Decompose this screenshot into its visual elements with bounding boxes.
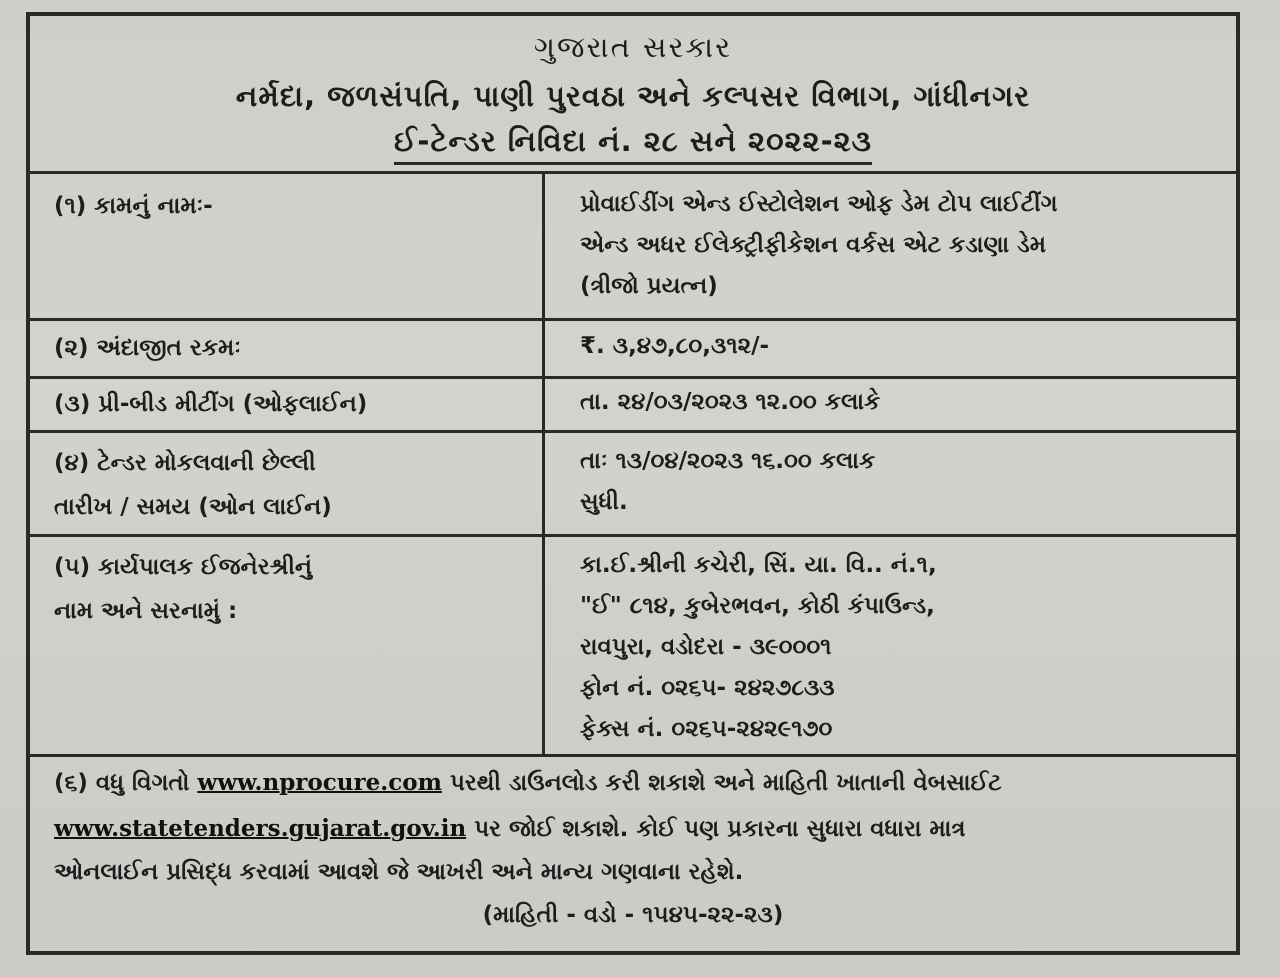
government-title: ગુજરાત સરકાર bbox=[533, 30, 733, 64]
row-value-line: "ઈ" ૮૧૪, કુબેરભવન, કોઠી કંપાઉન્ડ, bbox=[580, 593, 935, 619]
nprocure-link[interactable]: www.nprocure.com bbox=[197, 769, 442, 796]
notice-footer bbox=[30, 757, 1236, 955]
footer-line-2 bbox=[54, 815, 966, 842]
footer-line-1 bbox=[54, 769, 1002, 796]
tender-number-title bbox=[30, 124, 1236, 159]
row-value-line: એન્ડ અધર ઈલેક્ટ્રીફીકેશન વર્કસ એટ કડાણા ડેમ bbox=[580, 232, 1047, 258]
table-row-work-name bbox=[30, 174, 1236, 321]
row-value bbox=[580, 184, 1220, 307]
table-row-officer-address bbox=[30, 537, 1236, 757]
row-label-line: (૨) અંદાજીત રકમઃ bbox=[54, 335, 241, 361]
footer-text: પર જોઈ શકાશે. કોઈ પણ પ્રકારના સુધારા વધારા માત્ર bbox=[474, 816, 966, 842]
publication-reference: (માહિતી - વડો - ૧૫૪૫-૨૨-૨૩) bbox=[482, 902, 784, 928]
row-label bbox=[54, 184, 213, 228]
statetenders-link[interactable]: www.statetenders.gujarat.gov.in bbox=[54, 815, 467, 842]
notice-header bbox=[30, 16, 1236, 174]
row-value bbox=[580, 326, 1220, 367]
row-value-line: કા.ઈ.શ્રીની કચેરી, સિં. યા. વિ.. નં.૧, bbox=[580, 552, 937, 578]
row-value-line: ફેક્સ નં. ૦૨૬૫-૨૪૨૯૧૭૦ bbox=[580, 716, 833, 742]
row-label-line: (૪) ટેન્ડર મોકલવાની છેલ્લી bbox=[54, 450, 316, 476]
department-title: નર્મદા, જળસંપતિ, પાણી પુરવઠા અને કલ્પસર વિભાગ, ગાંધીનગર bbox=[235, 79, 1031, 113]
row-label-line: (૫) કાર્યપાલક ઈજનેરશ્રીનું bbox=[54, 554, 313, 580]
row-value-line: સુધી. bbox=[580, 489, 628, 515]
row-value-line: તાઃ ૧૩/૦૪/૨૦૨૩ ૧૬.૦૦ કલાક bbox=[580, 448, 876, 474]
row-label bbox=[54, 545, 312, 633]
row-value-line: (ત્રીજો પ્રયત્ન) bbox=[580, 273, 718, 299]
table-row-last-date bbox=[30, 433, 1236, 537]
row-label bbox=[54, 382, 367, 426]
tender-notice-box bbox=[26, 12, 1240, 955]
tender-number-text: ઈ-ટેન્ડર નિવિદા નં. ૨૮ સને ૨૦૨૨-૨૩ bbox=[394, 124, 872, 165]
row-label-line: (૧) કામનું નામઃ- bbox=[54, 193, 213, 219]
row-label-line: તારીખ / સમય (ઓન લાઈન) bbox=[54, 494, 332, 520]
footer-text: (૬) વધુ વિગતો bbox=[54, 770, 190, 796]
row-label bbox=[54, 326, 241, 370]
row-label-line: નામ અને સરનામું : bbox=[54, 598, 238, 624]
row-value-line: પ્રોવાઈડીંગ એન્ડ ઈસ્ટોલેશન ઓફ ડેમ ટોપ લાઈટીંગ bbox=[580, 191, 1058, 217]
footer-line-3: ઓનલાઈન પ્રસિદ્ધ કરવામાં આવશે જે આખરી અને માન્ય ગણવાના રહેશે. bbox=[54, 859, 744, 885]
row-label-line: (૩) પ્રી-બીડ મીટીંગ (ઓફલાઈન) bbox=[54, 391, 368, 417]
row-value bbox=[580, 441, 1220, 523]
row-value bbox=[580, 545, 1220, 750]
row-value-line: ₹. ૩,૪૭,૮૦,૩૧૨/- bbox=[580, 333, 770, 359]
table-row-estimated-amount bbox=[30, 321, 1236, 379]
footer-text: પરથી ડાઉનલોડ કરી શકાશે અને માહિતી ખાતાની વેબસાઈટ bbox=[449, 770, 1002, 796]
row-value-line: ફોન નં. ૦૨૬૫- ૨૪૨૭૮૩૩ bbox=[580, 675, 835, 701]
row-value-line: રાવપુરા, વડોદરા - ૩૯૦૦૦૧ bbox=[580, 634, 832, 660]
row-value-line: તા. ૨૪/૦૩/૨૦૨૩ ૧૨.૦૦ કલાકે bbox=[580, 389, 881, 415]
table-row-pre-bid-meeting bbox=[30, 379, 1236, 433]
row-value bbox=[580, 382, 1220, 423]
row-label bbox=[54, 441, 332, 529]
